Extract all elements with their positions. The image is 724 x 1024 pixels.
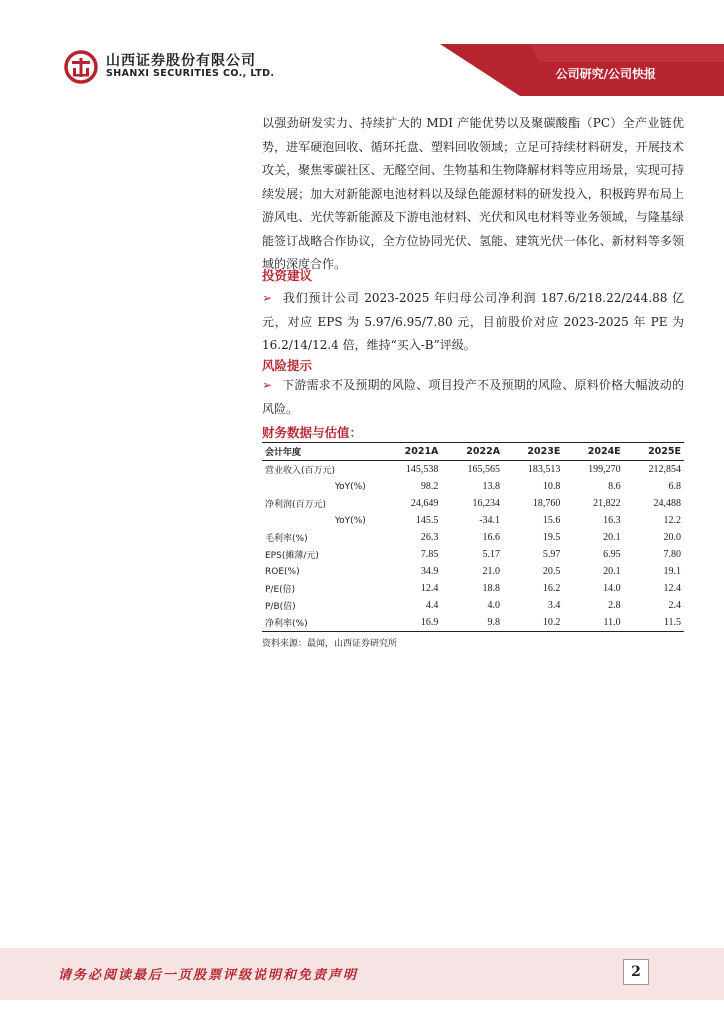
report-type-label: 公司研究/公司快报 (555, 67, 656, 81)
table-row (262, 478, 684, 495)
bullet-arrow-icon: ➢ (262, 291, 273, 305)
table-cell: 20.1 (603, 532, 621, 543)
table-row (262, 546, 684, 563)
table-cell: 11.0 (563, 614, 623, 632)
table-header-cell: 2022A (441, 443, 503, 461)
table-cell: 10.8 (542, 481, 561, 492)
row-label: P/B(倍) (265, 602, 296, 612)
table-row (262, 597, 684, 614)
invest-advice-bullet (262, 287, 684, 358)
table-cell: 9.8 (441, 614, 503, 632)
page-header (0, 0, 724, 96)
table-cell: 145.5 (415, 515, 439, 526)
page-number: 2 (623, 959, 649, 985)
table-cell: 21.0 (482, 566, 501, 577)
financials-table (262, 442, 684, 632)
table-cell: 19.5 (542, 532, 561, 543)
row-label: P/E(倍) (265, 585, 296, 595)
row-label: YoY(%) (334, 515, 366, 526)
table-cell: 7.85 (420, 549, 439, 560)
table-cell: 24,488 (653, 498, 681, 509)
table-header-cell: 2021A (380, 443, 442, 461)
row-label: 净利润(百万元) (265, 500, 327, 510)
table-cell: 145,538 (405, 464, 439, 475)
table-cell: 16.9 (380, 614, 442, 632)
invest-advice-title: 投资建议 (262, 268, 313, 283)
table-cell: 2.8 (608, 600, 621, 611)
table-cell: 20.0 (663, 532, 681, 543)
table-cell: 24,649 (410, 498, 439, 509)
table-cell: 18.8 (482, 583, 501, 594)
table-header-cell: 2025E (624, 443, 684, 461)
risk-title: 风险提示 (262, 358, 313, 373)
table-cell: 18,760 (532, 498, 561, 509)
financials-title: 财务数据与估值： (262, 425, 363, 440)
table-cell: 14.0 (603, 583, 621, 594)
row-label: 营业收入(百万元) (265, 466, 336, 476)
table-cell: 2.4 (668, 600, 681, 611)
table-cell: 5.17 (482, 549, 501, 560)
table-cell: 7.80 (663, 549, 681, 560)
table-cell: 8.6 (608, 481, 621, 492)
footer-disclaimer-link[interactable]: 请务必阅读最后一页股票评级说明和免责声明 (58, 968, 359, 983)
table-row (262, 461, 684, 479)
invest-advice-text: 我们预计公司 2023-2025 年归母公司净利润 187.6/218.22/244.88 亿元，对应 EPS 为 5.97/6.95/7.80 元，目前股价对应 2023-2025 年 PE 为 16.2/14/12.4 倍，维持“买入-B”评级。 (262, 291, 684, 352)
table-cell: 16.6 (482, 532, 501, 543)
table-cell: 12.4 (663, 583, 681, 594)
company-name-cn: 山西证券股份有限公司 (106, 53, 256, 69)
table-cell: 3.4 (547, 600, 561, 611)
table-cell: 12.4 (420, 583, 439, 594)
table-header-row (262, 443, 684, 461)
table-cell: 16.2 (542, 583, 561, 594)
table-row (262, 529, 684, 546)
table-cell: 4.0 (487, 600, 501, 611)
risk-text: 下游需求不及预期的风险、项目投产不及预期的风险、原料价格大幅波动的风险。 (262, 378, 684, 416)
table-cell: 34.9 (420, 566, 439, 577)
table-cell: 5.97 (542, 549, 561, 560)
bullet-arrow-icon: ➢ (262, 378, 273, 392)
table-cell: 12.2 (663, 515, 681, 526)
shanxi-securities-logo-icon (64, 50, 98, 84)
risk-bullet (262, 374, 684, 421)
company-name-en: SHANXI SECURITIES CO., LTD. (106, 68, 275, 79)
row-label: YoY(%) (334, 481, 366, 492)
table-cell: 212,854 (648, 464, 681, 475)
table-cell: 26.3 (420, 532, 439, 543)
intro-paragraph: 以强劲研发实力、持续扩大的 MDI 产能优势以及聚碳酸酯（PC）全产业链优势，进军硬泡回收、循环托盘、塑料回收领域；立足可持续材料研发，开展技术攻关，聚焦零碳社区、无醛空间、生物基和生物降解材料等应用场景，实现可持续发展；加大对新能源电池材料以及绿色能源材料的研发投入，积极跨界布局上游风电、光伏等新能源及下游电池材料、光伏和风电材料等业务领域，与隆基绿能签订战略合作协议，全方位协同光伏、氢能、建筑光伏一体化、新材料等多领域的深度合作。 (262, 116, 684, 271)
table-cell: -34.1 (479, 515, 501, 526)
table-row (262, 580, 684, 597)
table-cell: 13.8 (482, 481, 501, 492)
table-row (262, 512, 684, 529)
table-cell: 6.8 (668, 481, 681, 492)
row-label: EPS(摊薄/元) (265, 551, 319, 561)
table-cell: 4.4 (425, 600, 439, 611)
table-cell: 21,822 (593, 498, 621, 509)
table-cell: 98.2 (420, 481, 439, 492)
row-label: ROE(%) (265, 566, 300, 577)
table-cell: 11.5 (624, 614, 684, 632)
row-label: 毛利率(%) (265, 534, 308, 544)
table-cell: 183,513 (527, 464, 561, 475)
table-cell: 16.3 (603, 515, 621, 526)
table-row (262, 495, 684, 512)
table-cell: 199,270 (588, 464, 621, 475)
table-cell: 165,565 (467, 464, 501, 475)
table-cell: 15.6 (542, 515, 561, 526)
row-label: 净利率(%) (262, 614, 380, 632)
table-row (262, 614, 684, 632)
table-header-cell: 会计年度 (262, 443, 380, 461)
table-cell: 19.1 (663, 566, 681, 577)
table-row (262, 563, 684, 580)
table-cell: 16,234 (472, 498, 501, 509)
table-header-cell: 2023E (503, 443, 563, 461)
table-cell: 20.1 (603, 566, 621, 577)
table-cell: 10.2 (503, 614, 563, 632)
table-cell: 20.5 (542, 566, 561, 577)
table-header-cell: 2024E (563, 443, 623, 461)
data-source-note: 资料来源：最闻，山西证券研究所 (262, 639, 398, 649)
table-cell: 6.95 (603, 549, 621, 560)
